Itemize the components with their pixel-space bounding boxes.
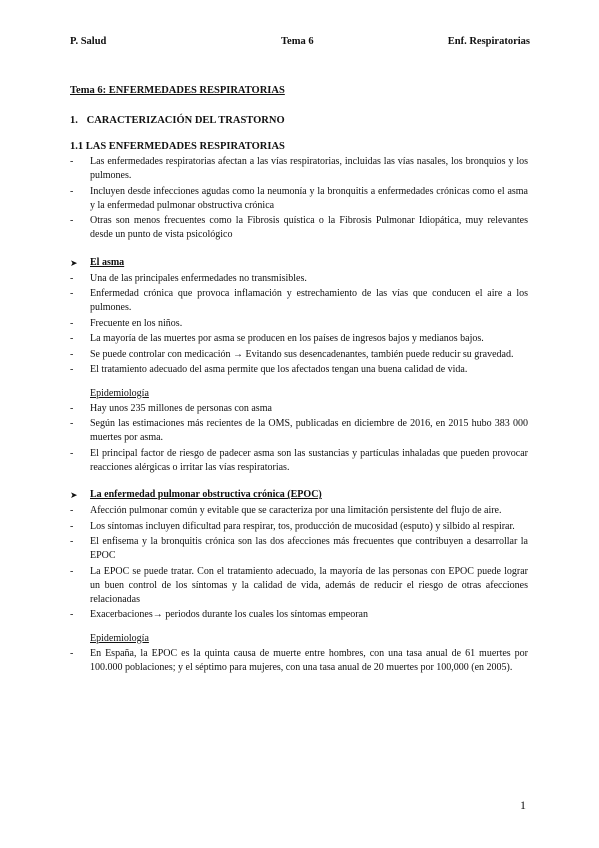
list-item: - Las enfermedades respiratorias afectan a las vías respiratorias, incluidas las vías nasales, los bronquios y los pulmones. [70,155,528,183]
epoc-epidemiology-heading: Epidemiología [90,632,149,644]
asma-list [70,272,528,378]
page-number: 1 [520,798,526,812]
list-item: - En España, la EPOC es la quinta causa de muerte entre hombres, con una tasa anual de 61 muertes por 100.000 poblaciones; y el séptimo para mujeres, con una tasa anual de 20 muertes por 100,000 (en 2005). [70,647,528,675]
header-left: P. Salud [70,36,107,47]
list-item: - Frecuente en los niños. [70,317,528,331]
arrow-bullet-icon: ➤ [70,257,78,268]
arrow-bullet-icon: ➤ [70,490,78,500]
list-item: - El enfisema y la bronquitis crónica son las dos afecciones más frecuentes que contribuyen a desarrollar la EPOC [70,535,528,563]
list-item: - Una de las principales enfermedades no transmisibles. [70,272,528,286]
intro-list [70,155,528,242]
list-item: - El tratamiento adecuado del asma permite que los afectados tengan una buena calidad de vida. [70,363,528,377]
list-item: - Otras son menos frecuentes como la Fibrosis quística o la Fibrosis Pulmonar Idiopática, muy relevantes desde un punto de vista psicológico [70,214,528,242]
list-item: - Según las estimaciones más recientes de la OMS, publicadas en diciembre de 2016, en 2015 hubo 383 000 muertes por asma. [70,417,528,445]
asma-epidemiology-list [70,402,528,475]
epoc-heading: ➤ La enfermedad pulmonar obstructiva crónica (EPOC) [70,489,322,500]
list-item: - Afección pulmonar común y evitable que se caracteriza por una limitación persistente del flujo de aire. [70,504,528,518]
list-item: - La mayoría de las muertes por asma se producen en los países de ingresos bajos y medianos bajos. [70,332,528,346]
list-item: - Incluyen desde infecciones agudas como la neumonía y la bronquitis a enfermedades crónicas como el asma y la enfermedad pulmonar obstructiva crónica [70,185,528,213]
section-number: 1. [70,115,78,126]
list-item: - Enfermedad crónica que provoca inflamación y estrechamiento de las vías que conducen el aire a los pulmones. [70,287,528,315]
header-center: Tema 6 [281,36,314,47]
list-item: - La EPOC se puede tratar. Con el tratamiento adecuado, la mayoría de las personas con EPOC puede lograr un buen control de los síntomas y la calidad de vida, además de reducir el riesgo de otras afecciones relacionadas [70,565,528,607]
asma-heading: ➤ El asma [70,256,125,268]
epoc-epidemiology-list [70,647,528,675]
document-title: Tema 6: ENFERMEDADES RESPIRATORIAS [70,85,285,96]
list-item: - Hay unos 235 millones de personas con asma [70,402,528,416]
section-heading [70,114,528,128]
document-body [70,84,528,676]
list-item: - Exacerbaciones→ periodos durante los cuales los síntomas empeoran [70,608,528,622]
section-label: CARACTERIZACIÓN DEL TRASTORNO [86,115,285,126]
asma-epidemiology-heading: Epidemiología [90,387,149,399]
subsection-heading: 1.1 LAS ENFERMEDADES RESPIRATORIAS [70,141,285,152]
epoc-list [70,504,528,622]
list-item: - Se puede controlar con medicación → Evitando sus desencadenantes, también puede reducir su gravedad. [70,348,528,362]
list-item: - El principal factor de riesgo de padecer asma son las sustancias y partículas inhaladas que pueden provocar reacciones alérgicas o irritar las vías respiratorias. [70,447,528,475]
header-right: Enf. Respiratorias [447,36,530,47]
list-item: - Los síntomas incluyen dificultad para respirar, tos, producción de mucosidad (esputo) y silbido al respirar. [70,520,528,534]
